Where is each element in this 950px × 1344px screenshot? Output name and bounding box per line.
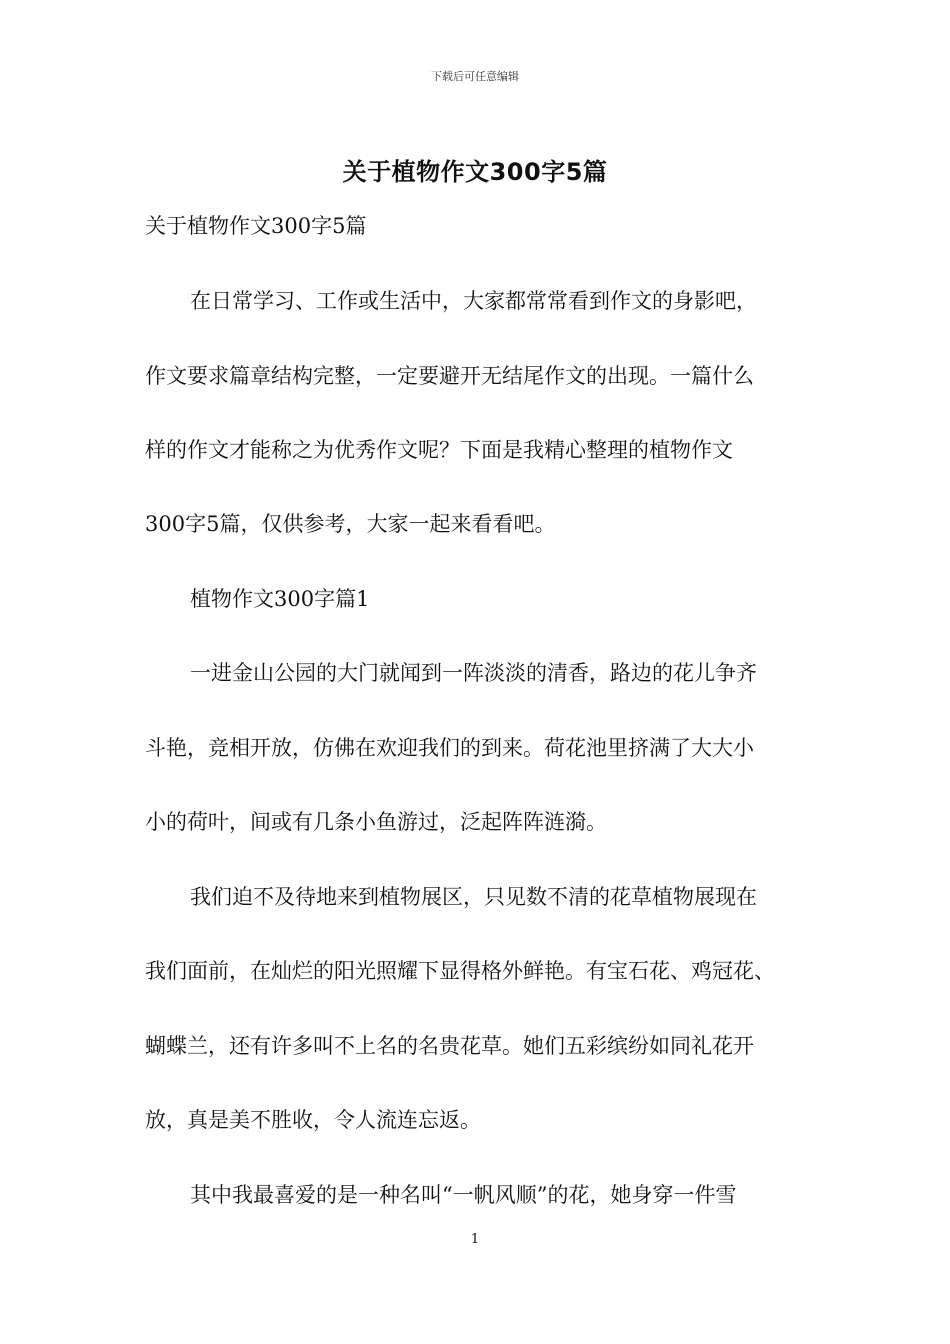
paragraph-line: 小的荷叶，间或有几条小鱼游过，泛起阵阵涟漪。 [145,810,607,834]
paragraph-line: 蝴蝶兰，还有许多叫不上名的名贵花草。她们五彩缤纷如同礼花开 [145,1034,754,1058]
page-number: 1 [470,1232,480,1247]
section-heading: 植物作文300字篇1 [190,587,370,611]
paragraph-line: 在日常学习、工作或生活中，大家都常常看到作文的身影吧， [190,289,757,313]
document-title: 关于植物作文300字5篇 [342,158,608,186]
header-note: 下载后可任意编辑 [431,70,519,83]
paragraph-line: 我们面前，在灿烂的阳光照耀下显得格外鲜艳。有宝石花、鸡冠花、 [145,959,775,983]
paragraph-line: 其中我最喜爱的是一种名叫“一帆风顺”的花，她身穿一件雪 [190,1183,737,1207]
paragraph-line: 样的作文才能称之为优秀作文呢？下面是我精心整理的植物作文 [145,438,733,462]
paragraph-line: 作文要求篇章结构完整，一定要避开无结尾作文的出现。一篇什么 [145,364,754,388]
subtitle-line: 关于植物作文300字5篇 [145,214,367,238]
paragraph-line: 我们迫不及待地来到植物展区，只见数不清的花草植物展现在 [190,885,757,909]
paragraph-line: 一进金山公园的大门就闻到一阵淡淡的清香，路边的花儿争齐 [190,661,757,685]
paragraph-line: 斗艳，竞相开放，仿佛在欢迎我们的到来。荷花池里挤满了大大小 [145,736,754,760]
paragraph-line: 放，真是美不胜收，令人流连忘返。 [145,1108,481,1132]
paragraph-line: 300字5篇，仅供参考，大家一起来看看吧。 [145,512,556,536]
